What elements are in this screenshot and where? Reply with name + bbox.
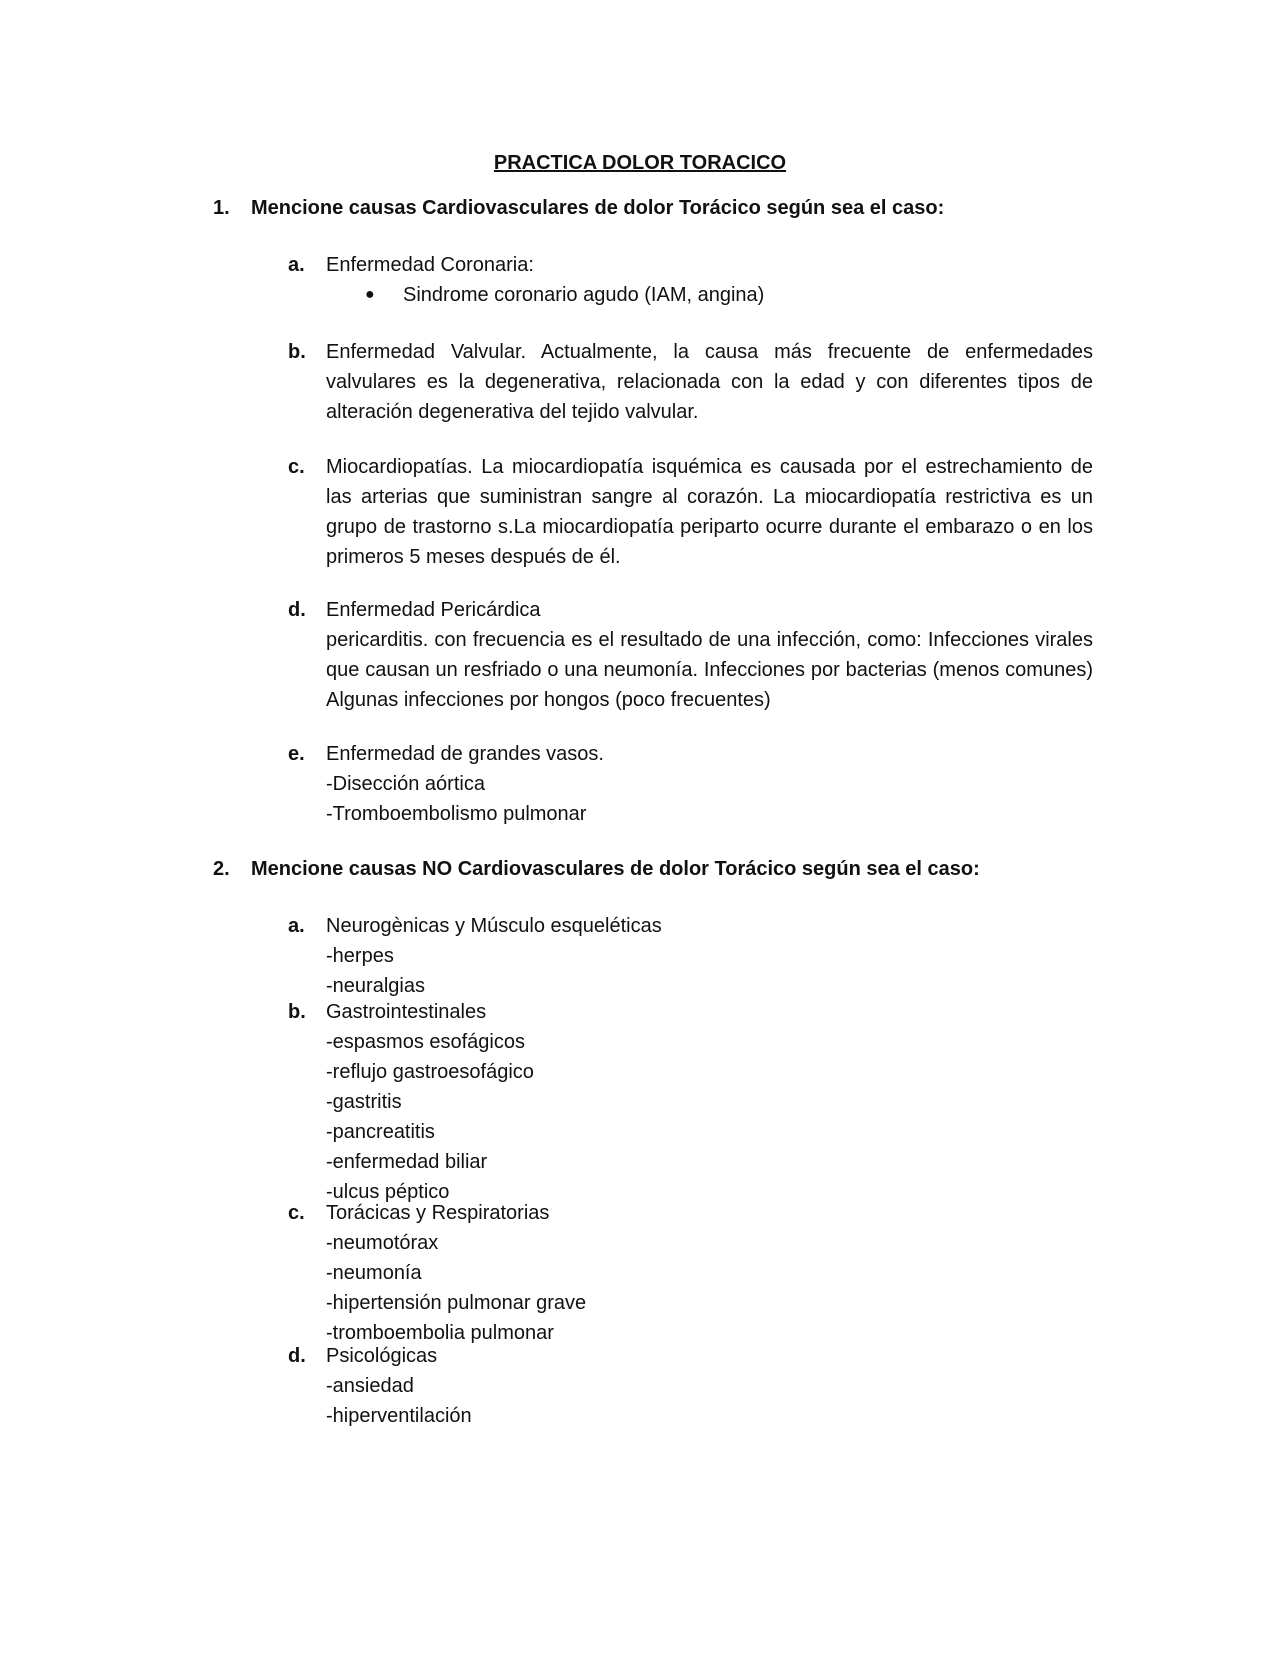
q2-item-b-line: -gastritis	[326, 1091, 402, 1113]
q1-item-b	[288, 337, 1093, 427]
q2-item-c-line: -tromboembolia pulmonar	[326, 1322, 554, 1344]
q1-item-e-line: -Tromboembolismo pulmonar	[326, 803, 587, 825]
q2-item-b-letter: b.	[288, 1001, 306, 1023]
q2-item-a-letter: a.	[288, 915, 305, 937]
q2-item-c-letter: c.	[288, 1202, 305, 1224]
q1-item-e	[288, 739, 1093, 829]
q2-item-b	[288, 997, 1093, 1207]
q1-item-c-letter: c.	[288, 456, 305, 478]
bullet-dot-icon: ●	[365, 286, 375, 303]
q2-item-d-heading: Psicológicas	[326, 1345, 438, 1367]
q1-item-d-text: pericarditis. con frecuencia es el resultado de una infección, como: Infecciones virales que causan un resfriado o una neumonía. Infecciones por bacterias (menos comunes) Algunas infecciones por hongos (poco frecuentes)	[326, 629, 1093, 711]
q1-item-a-bullet	[365, 280, 1065, 310]
question-2-text: Mencione causas NO Cardiovasculares de dolor Torácico según sea el caso:	[251, 858, 980, 880]
q1-item-a-letter: a.	[288, 254, 305, 276]
q2-item-b-line: -reflujo gastroesofágico	[326, 1061, 534, 1083]
q1-item-b-letter: b.	[288, 341, 306, 363]
q2-item-c-line: -neumonía	[326, 1262, 422, 1284]
q1-item-d-heading: Enfermedad Pericárdica	[326, 599, 541, 621]
q2-item-b-line: -pancreatitis	[326, 1121, 435, 1143]
q1-item-c-text: Miocardiopatías. La miocardiopatía isquémica es causada por el estrechamiento de las arterias que suministran sangre al corazón. La miocardiopatía restrictiva es un grupo de trastorno s.La miocardiopatía periparto ocurre durante el embarazo o en los primeros 5 meses después de él.	[326, 456, 1093, 568]
q2-item-b-line: -ulcus péptico	[326, 1181, 450, 1203]
question-1-text: Mencione causas Cardiovasculares de dolor Torácico según sea el caso:	[251, 197, 945, 219]
q1-item-e-heading: Enfermedad de grandes vasos.	[326, 743, 604, 765]
q2-item-a	[288, 911, 1093, 1001]
q2-item-d-line: -ansiedad	[326, 1375, 414, 1397]
document-title: PRACTICA DOLOR TORACICO	[493, 152, 787, 174]
question-2	[213, 854, 1113, 884]
q2-item-d-letter: d.	[288, 1345, 306, 1367]
q1-item-e-line: -Disección aórtica	[326, 773, 485, 795]
question-1-number: 1.	[213, 197, 230, 219]
q1-item-b-text: Enfermedad Valvular. Actualmente, la causa más frecuente de enfermedades valvulares es la degenerativa, relacionada con la edad y con diferentes tipos de alteración degenerativa del tejido valvular.	[326, 341, 1093, 423]
q2-item-b-line: -espasmos esofágicos	[326, 1031, 525, 1053]
question-1	[213, 193, 1113, 223]
q2-item-c-line: -hipertensión pulmonar grave	[326, 1292, 587, 1314]
q2-item-a-heading: Neurogènicas y Músculo esqueléticas	[326, 915, 662, 937]
q2-item-d	[288, 1341, 1093, 1431]
q1-item-a-bullet-text: Sindrome coronario agudo (IAM, angina)	[403, 284, 765, 306]
q1-item-d-letter: d.	[288, 599, 306, 621]
q2-item-a-line: -herpes	[326, 945, 394, 967]
q1-item-a	[288, 250, 1093, 280]
q2-item-d-line: -hiperventilación	[326, 1405, 472, 1427]
q1-item-d	[288, 595, 1093, 715]
q2-item-c-line: -neumotórax	[326, 1232, 439, 1254]
q2-item-c-heading: Torácicas y Respiratorias	[326, 1202, 550, 1224]
q1-item-e-letter: e.	[288, 743, 305, 765]
q2-item-b-line: -enfermedad biliar	[326, 1151, 488, 1173]
q2-item-a-line: -neuralgias	[326, 975, 425, 997]
q2-item-b-heading: Gastrointestinales	[326, 1001, 487, 1023]
q2-item-c	[288, 1198, 1093, 1348]
q1-item-a-heading: Enfermedad Coronaria:	[326, 254, 534, 276]
question-2-number: 2.	[213, 858, 230, 880]
q1-item-c	[288, 452, 1093, 572]
